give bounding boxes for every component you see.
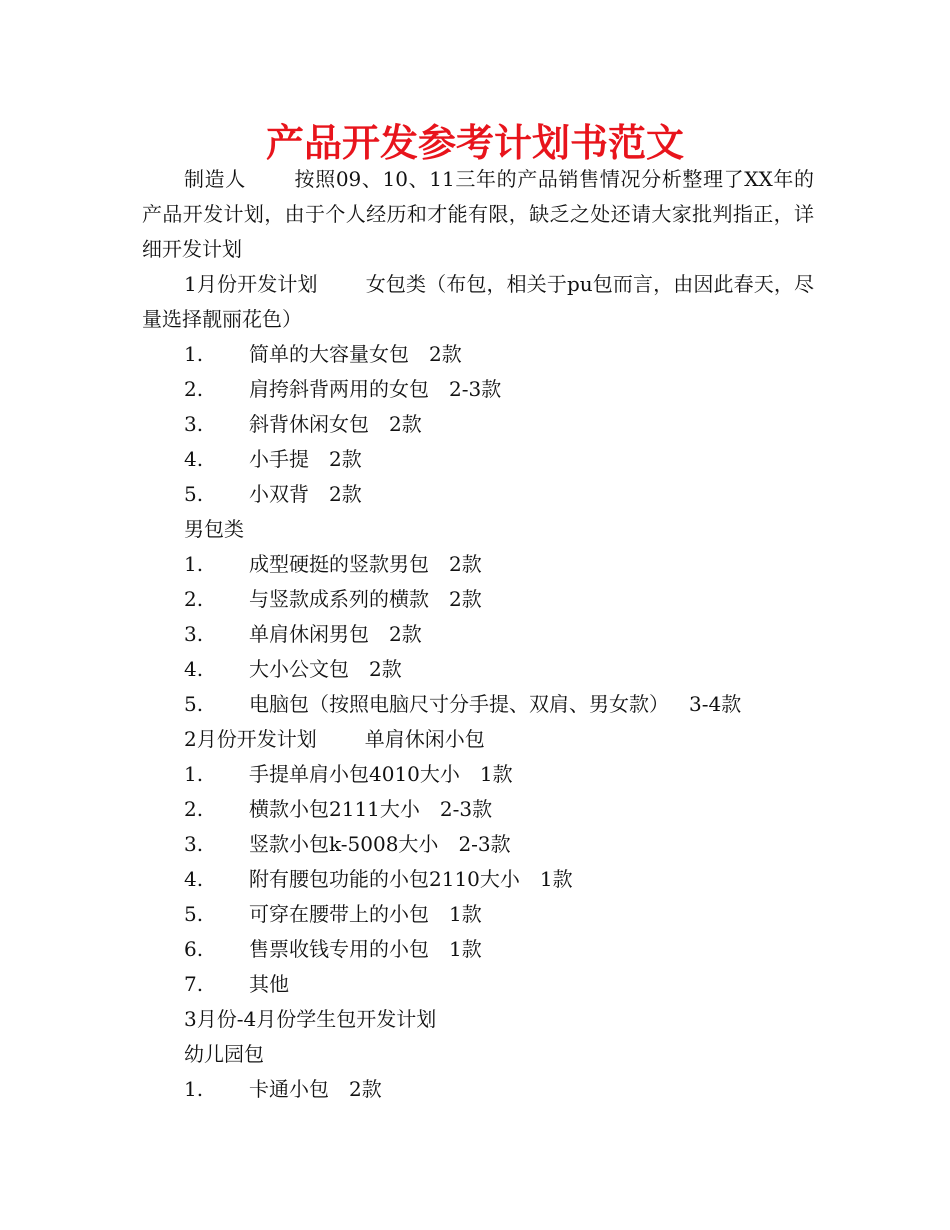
list-item-number: 2. — [184, 587, 204, 611]
list-item-name: 简单的大容量女包 — [249, 342, 409, 366]
jan-category-first: 女包类（布包，相关于pu包而言，由因此春 — [365, 272, 754, 296]
list-item — [142, 407, 814, 442]
list-item-number: 2. — [184, 377, 204, 401]
list-item — [142, 477, 814, 512]
list-item-name: 小手提 — [249, 447, 309, 471]
jan-paragraph — [142, 267, 814, 337]
list-item-quantity: 1款 — [449, 902, 482, 926]
list-item-number: 6. — [184, 937, 204, 961]
intro-text-rest: 的产品开发计划，由于个人经历和才能有限，缺乏之处还请大家批判指正，详细开发计划 — [142, 167, 815, 261]
list-item-number: 5. — [184, 902, 204, 926]
feb-heading-line — [142, 722, 814, 757]
list-item-name: 竖款小包k-5008大小 — [249, 832, 439, 856]
author-label: 制造人 — [184, 167, 246, 191]
list-item-name: 成型硬挺的竖款男包 — [249, 552, 429, 576]
list-item-name: 手提单肩小包4010大小 — [249, 762, 460, 786]
intro-paragraph — [142, 162, 814, 267]
list-item — [142, 372, 814, 407]
womens-bag-list — [142, 337, 814, 512]
kindergarten-bag-list — [142, 1072, 814, 1107]
list-item-number: 4. — [184, 447, 204, 471]
list-item-number: 2. — [184, 797, 204, 821]
list-item-quantity: 2款 — [389, 622, 422, 646]
list-item — [142, 652, 814, 687]
list-item-name: 附有腰包功能的小包2110大小 — [249, 867, 520, 891]
list-item — [142, 1072, 814, 1107]
list-item-number: 3. — [184, 622, 204, 646]
list-item-quantity: 2款 — [329, 482, 362, 506]
list-item-number: 4. — [184, 867, 204, 891]
list-item-name: 电脑包（按照电脑尺寸分手提、双肩、男女款） — [249, 692, 669, 716]
list-item — [142, 862, 814, 897]
list-item-number: 5. — [184, 692, 204, 716]
list-item-quantity: 2-3款 — [439, 797, 493, 821]
list-item-name: 可穿在腰带上的小包 — [249, 902, 429, 926]
intro-text-first: 按照09、10、11三年的产品销售情况分析整理了XX年 — [293, 167, 795, 191]
list-item-name: 与竖款成系列的横款 — [249, 587, 429, 611]
list-item — [142, 582, 814, 617]
mar-apr-heading: 3月份-4月份学生包开发计划 — [184, 1007, 437, 1031]
list-item-quantity: 2款 — [369, 657, 402, 681]
list-item — [142, 442, 814, 477]
list-item-quantity: 2款 — [449, 587, 482, 611]
feb-bag-list — [142, 757, 814, 1002]
list-item-name: 肩挎斜背两用的女包 — [249, 377, 429, 401]
list-item-number: 5. — [184, 482, 204, 506]
list-item-name: 斜背休闲女包 — [249, 412, 369, 436]
list-item — [142, 932, 814, 967]
list-item-quantity: 3-4款 — [689, 692, 742, 716]
feb-heading: 2月份开发计划 — [184, 727, 317, 751]
list-item-name: 其他 — [249, 972, 289, 996]
list-item-name: 售票收钱专用的小包 — [249, 937, 429, 961]
list-item — [142, 547, 814, 582]
list-item-number: 4. — [184, 657, 204, 681]
list-item-name: 单肩休闲男包 — [249, 622, 369, 646]
list-item — [142, 617, 814, 652]
list-item-name: 小双背 — [249, 482, 309, 506]
list-item-quantity: 2-3款 — [449, 377, 502, 401]
list-item-quantity: 2款 — [449, 552, 482, 576]
list-item-name: 横款小包2111大小 — [249, 797, 420, 821]
list-item — [142, 687, 814, 722]
list-item — [142, 897, 814, 932]
list-item-number: 1. — [184, 762, 204, 786]
jan-category-rest: 天，尽量选择靓丽花色） — [142, 272, 814, 331]
list-item-number: 7. — [184, 972, 204, 996]
mens-heading: 男包类 — [184, 517, 244, 541]
document-title: 产品开发参考计划书范文 — [265, 121, 684, 165]
list-item — [142, 967, 814, 1002]
list-item-quantity: 2款 — [349, 1077, 382, 1101]
list-item-name: 大小公文包 — [249, 657, 349, 681]
list-item-quantity: 1款 — [479, 762, 513, 786]
list-item-quantity: 2款 — [429, 342, 462, 366]
list-item — [142, 757, 814, 792]
list-item-quantity: 2款 — [389, 412, 422, 436]
jan-heading: 1月份开发计划 — [184, 272, 318, 296]
list-item-number: 1. — [184, 1077, 204, 1101]
document-body — [142, 162, 814, 1107]
list-item-name: 卡通小包 — [249, 1077, 329, 1101]
list-item-quantity: 2款 — [329, 447, 362, 471]
list-item — [142, 827, 814, 862]
list-item — [142, 792, 814, 827]
list-item-number: 3. — [184, 412, 204, 436]
list-item-number: 1. — [184, 552, 204, 576]
kindergarten-heading: 幼儿园包 — [184, 1042, 264, 1066]
list-item-quantity: 1款 — [449, 937, 482, 961]
list-item-quantity: 2-3款 — [458, 832, 511, 856]
feb-category: 单肩休闲小包 — [364, 727, 485, 751]
list-item — [142, 337, 814, 372]
mens-bag-list — [142, 547, 814, 722]
list-item-quantity: 1款 — [539, 867, 573, 891]
list-item-number: 1. — [184, 342, 204, 366]
list-item-number: 3. — [184, 832, 204, 856]
